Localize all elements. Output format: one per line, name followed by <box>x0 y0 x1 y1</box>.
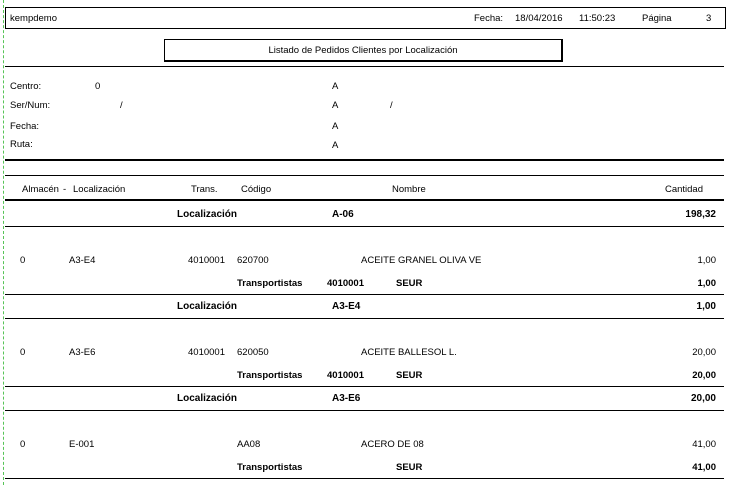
col-trans: Trans. <box>191 184 218 195</box>
divider <box>5 66 724 67</box>
row-codigo: 620050 <box>237 347 269 358</box>
row-almacen: 0 <box>20 439 26 450</box>
transportistas-label: Transportistas <box>237 370 303 381</box>
transportistas-total: 1,00 <box>697 278 716 289</box>
col-codigo: Código <box>241 184 272 195</box>
filter-fecha-to-label: A <box>332 121 339 132</box>
loc-summary-label: Localización <box>177 301 238 312</box>
row-cantidad: 20,00 <box>692 347 716 358</box>
loc-summary-label: Localización <box>177 209 238 220</box>
divider-thick <box>5 199 724 201</box>
time-value: 11:50:23 <box>579 13 616 24</box>
row-cantidad: 41,00 <box>692 439 716 450</box>
filter-sernum-separator-to: / <box>390 100 393 111</box>
date-value: 18/04/2016 <box>515 13 563 24</box>
filter-ruta-to-label: A <box>332 140 339 151</box>
filter-sernum-to-label: A <box>332 100 339 111</box>
row-nombre: ACEITE BALLESOL L. <box>361 347 457 358</box>
transportistas-name: SEUR <box>396 370 423 381</box>
report-title: Listado de Pedidos Clientes por Localización <box>268 45 458 56</box>
loc-summary-label: Localización <box>177 393 238 404</box>
divider <box>5 226 724 227</box>
divider <box>5 294 724 295</box>
filter-ruta-label: Ruta: <box>10 139 33 150</box>
filter-sernum-label: Ser/Num: <box>10 100 51 111</box>
divider-thick <box>5 159 724 161</box>
filter-centro-to-label: A <box>332 81 339 92</box>
row-nombre: ACEITE GRANEL OLIVA VE <box>361 255 482 266</box>
row-codigo: AA08 <box>237 439 261 450</box>
col-localizacion: Localización <box>73 184 126 195</box>
divider <box>5 410 724 411</box>
transportistas-name: SEUR <box>396 462 423 473</box>
divider <box>5 478 724 479</box>
transportistas-total: 20,00 <box>692 370 716 381</box>
page-label: Página <box>642 13 672 24</box>
date-label: Fecha: <box>474 13 504 24</box>
report-header <box>5 7 726 29</box>
col-nombre: Nombre <box>392 184 426 195</box>
transportistas-label: Transportistas <box>237 278 303 289</box>
col-almacen: Almacén <box>22 184 59 195</box>
transportistas-name: SEUR <box>396 278 423 289</box>
row-localizacion: E-001 <box>69 439 95 450</box>
transportistas-code: 4010001 <box>327 370 364 381</box>
loc-summary-total: 1,00 <box>696 301 716 312</box>
row-localizacion: A3-E4 <box>69 255 96 266</box>
row-almacen: 0 <box>20 255 26 266</box>
divider <box>5 318 724 319</box>
page-edge-guide <box>3 0 4 485</box>
filter-centro-label: Centro: <box>10 81 42 92</box>
page-number: 3 <box>706 13 712 24</box>
filter-centro-from: 0 <box>95 81 101 92</box>
row-trans: 4010001 <box>188 347 225 358</box>
row-cantidad: 1,00 <box>697 255 716 266</box>
loc-summary-code: A3-E6 <box>332 393 361 404</box>
col-cantidad: Cantidad <box>664 184 703 195</box>
row-almacen: 0 <box>20 347 26 358</box>
row-trans: 4010001 <box>188 255 225 266</box>
divider <box>5 386 724 387</box>
filter-fecha-label: Fecha: <box>10 121 40 132</box>
filter-sernum-separator: / <box>120 100 123 111</box>
transportistas-total: 41,00 <box>692 462 716 473</box>
transportistas-code: 4010001 <box>327 278 364 289</box>
report-title-box <box>164 39 563 62</box>
loc-summary-total: 198,32 <box>685 209 716 220</box>
divider <box>5 175 724 176</box>
row-localizacion: A3-E6 <box>69 347 96 358</box>
company-name: kempdemo <box>10 13 57 24</box>
row-codigo: 620700 <box>237 255 269 266</box>
row-nombre: ACERO DE 08 <box>361 439 424 450</box>
col-dash: - <box>63 184 67 195</box>
loc-summary-total: 20,00 <box>690 393 716 404</box>
loc-summary-code: A-06 <box>332 209 354 220</box>
loc-summary-code: A3-E4 <box>332 301 361 312</box>
transportistas-label: Transportistas <box>237 462 303 473</box>
